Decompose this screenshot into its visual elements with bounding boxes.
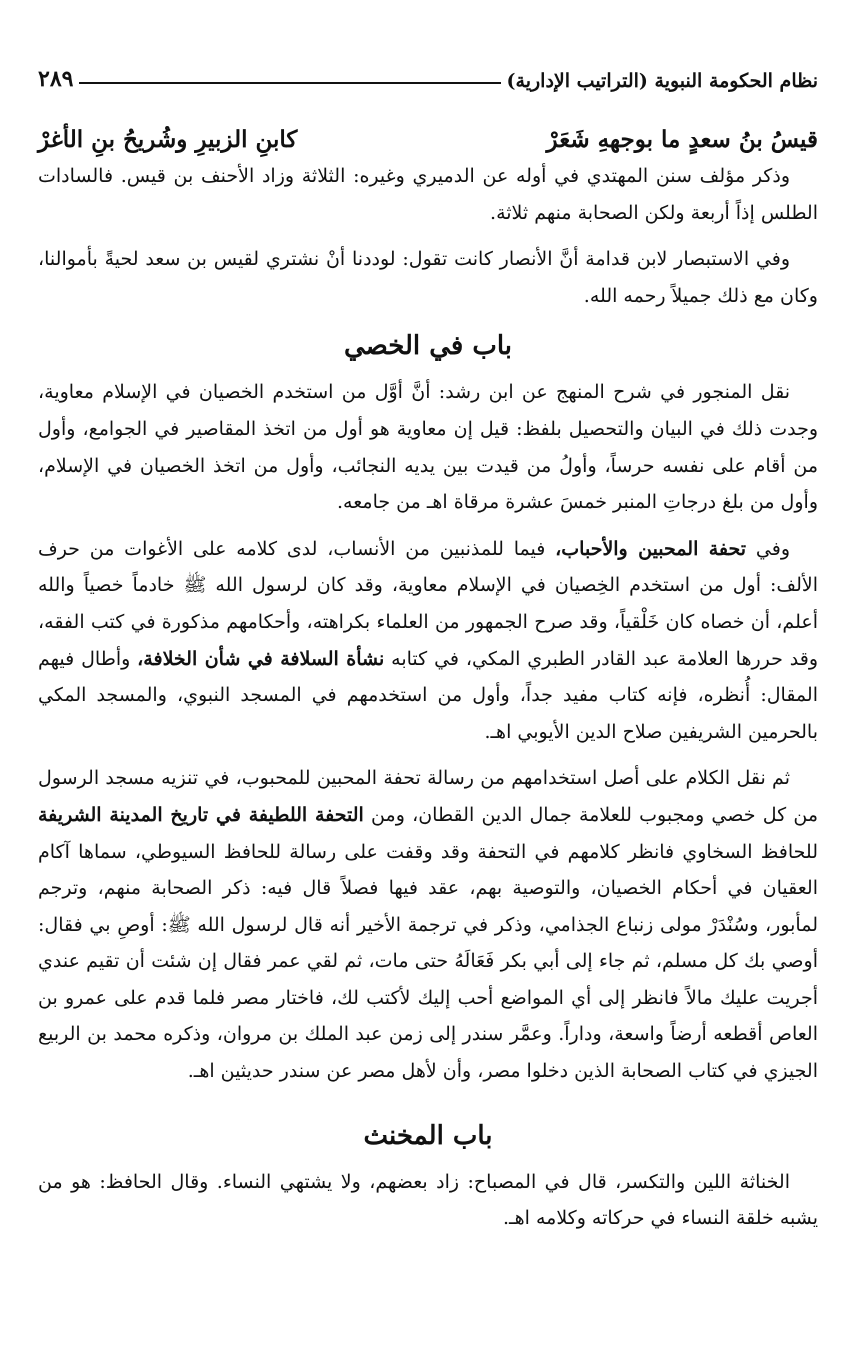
paragraph-3: نقل المنجور في شرح المنهج عن ابن رشد: أنَّ أوَّل من استخدم الخصيان في الإسلام معاوية، وجدت ذلك في البيان والتحصيل بلفظ: قيل إن معاوية هو أول من اتخذ المقاصير في الجوامع، وأول من أقام على نفسه حرساً، وأولُ من قيدت بين يديه النجائب، وأول من اتخذ الخصيان في الإسلام، وأول من بلغ درجاتِ المنبر خمسَ عشرة مرقاة اهـ من جامعه.	[38, 381, 818, 514]
paragraph-5-text-c: للحافظ السخاوي فانظر كلامهم في التحفة وقد وقفت على رسالة للحافظ السيوطي، سماها آكام العقيان في أحكام الخصيان، والتوصية بهم، عقد فيها فصلاً قال فيه: ذكر الصحابة منهم، وترجم لمأبور، وسُنْدَرْ مولى زنباع الجذامي، وذكر في ترجمة الأخير أنه قال لرسول الله ﷺ: أوصِ بي فقال: أوصي بك كل مسلم، ثم جاء إلى أبي بكر فَعَالَهُ حتى مات، ثم لقي عمر فقال إن شئت أن تقيم عندي أجريت عليك مالاً فانظر إلى أي المواضع أحب إليك لأكتب لك، فاختار مصر فلما قدم على عمرو بن العاص أقطعه أرضاً واسعة، وداراً. وعمَّر سندر إلى زمن عبد الملك بن مروان، وذكره محمد بن الربيع الجيزي في كتاب الصحابة الذين دخلوا مصر، وأن لأهل مصر عن سندر حديثين اهـ.	[38, 840, 818, 1083]
paragraph-1: وذكر مؤلف سنن المهتدي في أوله عن الدميري وغيره: الثلاثة وزاد الأحنف بن قيس. فالسادات الطلس إذاً أربعة ولكن الصحابة منهم ثلاثة.	[38, 165, 818, 224]
poem-verse	[38, 122, 818, 158]
book-title-tuhfat-al-muhibbin: تحفة المحبين والأحباب،	[555, 537, 747, 560]
verse-second-hemistich: كابنِ الزبيرِ وشُريحُ بنِ الأغرْ	[38, 126, 298, 153]
paragraph-5-text-a: ثم نقل الكلام على أصل استخدامهم من رسالة تحفة المحبين للمحبوب، في تنزيه مسجد الرسول من كل خصي ومجبوب للعلامة جمال الدين القطان، ومن	[38, 767, 818, 826]
book-title-nashat-al-sulafa: نشأة السلافة في شأن الخلافة،	[137, 647, 385, 670]
running-header	[38, 52, 818, 92]
paragraph-4	[38, 531, 818, 751]
section-heading-mukhannath: باب المخنث	[363, 1120, 493, 1151]
book-title-al-tuhfa-al-latifa: التحفة اللطيفة في تاريخ المدينة الشريفة	[38, 803, 364, 826]
paragraph-4-text-a: وفي	[746, 537, 790, 560]
paragraph-4-text-c: فيما للمذنبين من الأنساب، لدى كلامه على الأغوات من حرف الألف: أول من استخدم الخِصيان في الإسلام معاوية، وقد كان لرسول الله ﷺ خادماً خصياً والله أعلم، أن خصاه كان خَلْقياً، وقد صرح الجمهور من العلماء بكراهته، وأحكامهم مذكورة في كتب الفقه، وقد حررها العلامة عبد القادر الطبري المكي، في كتابه	[38, 537, 819, 670]
page-number: ٢٨٩	[38, 66, 74, 92]
paragraph-5	[38, 760, 818, 1089]
section-heading-khasi: باب في الخصي	[344, 331, 512, 362]
paragraph-2: وفي الاستبصار لابن قدامة أنَّ الأنصار كانت تقول: لوددنا أنْ نشتري لقيس بن سعد لحيةً بأموالنا، وكان مع ذلك جميلاً رحمه الله.	[38, 248, 818, 307]
book-title: نظام الحكومة النبوية (التراتيب الإدارية)	[506, 70, 818, 92]
header-rule	[79, 82, 500, 84]
paragraph-4-text-e: وأطال فيهم المقال: أُنظره، فإنه كتاب مفيد جداً، وأول من استخدمهم في المسجد النبوي، والمسجد المكي بالحرمين الشريفين صلاح الدين الأيوبي اهـ.	[38, 647, 818, 743]
verse-first-hemistich: قيسُ بنُ سعدٍ ما بوجههِ شَعَرْ	[546, 126, 818, 153]
paragraph-6: الخناثة اللين والتكسر، قال في المصباح: زاد بعضهم، ولا يشتهي النساء. وقال الحافظ: هو من يشبه خلقة النساء في حركاته وكلامه اهـ.	[38, 1170, 818, 1230]
